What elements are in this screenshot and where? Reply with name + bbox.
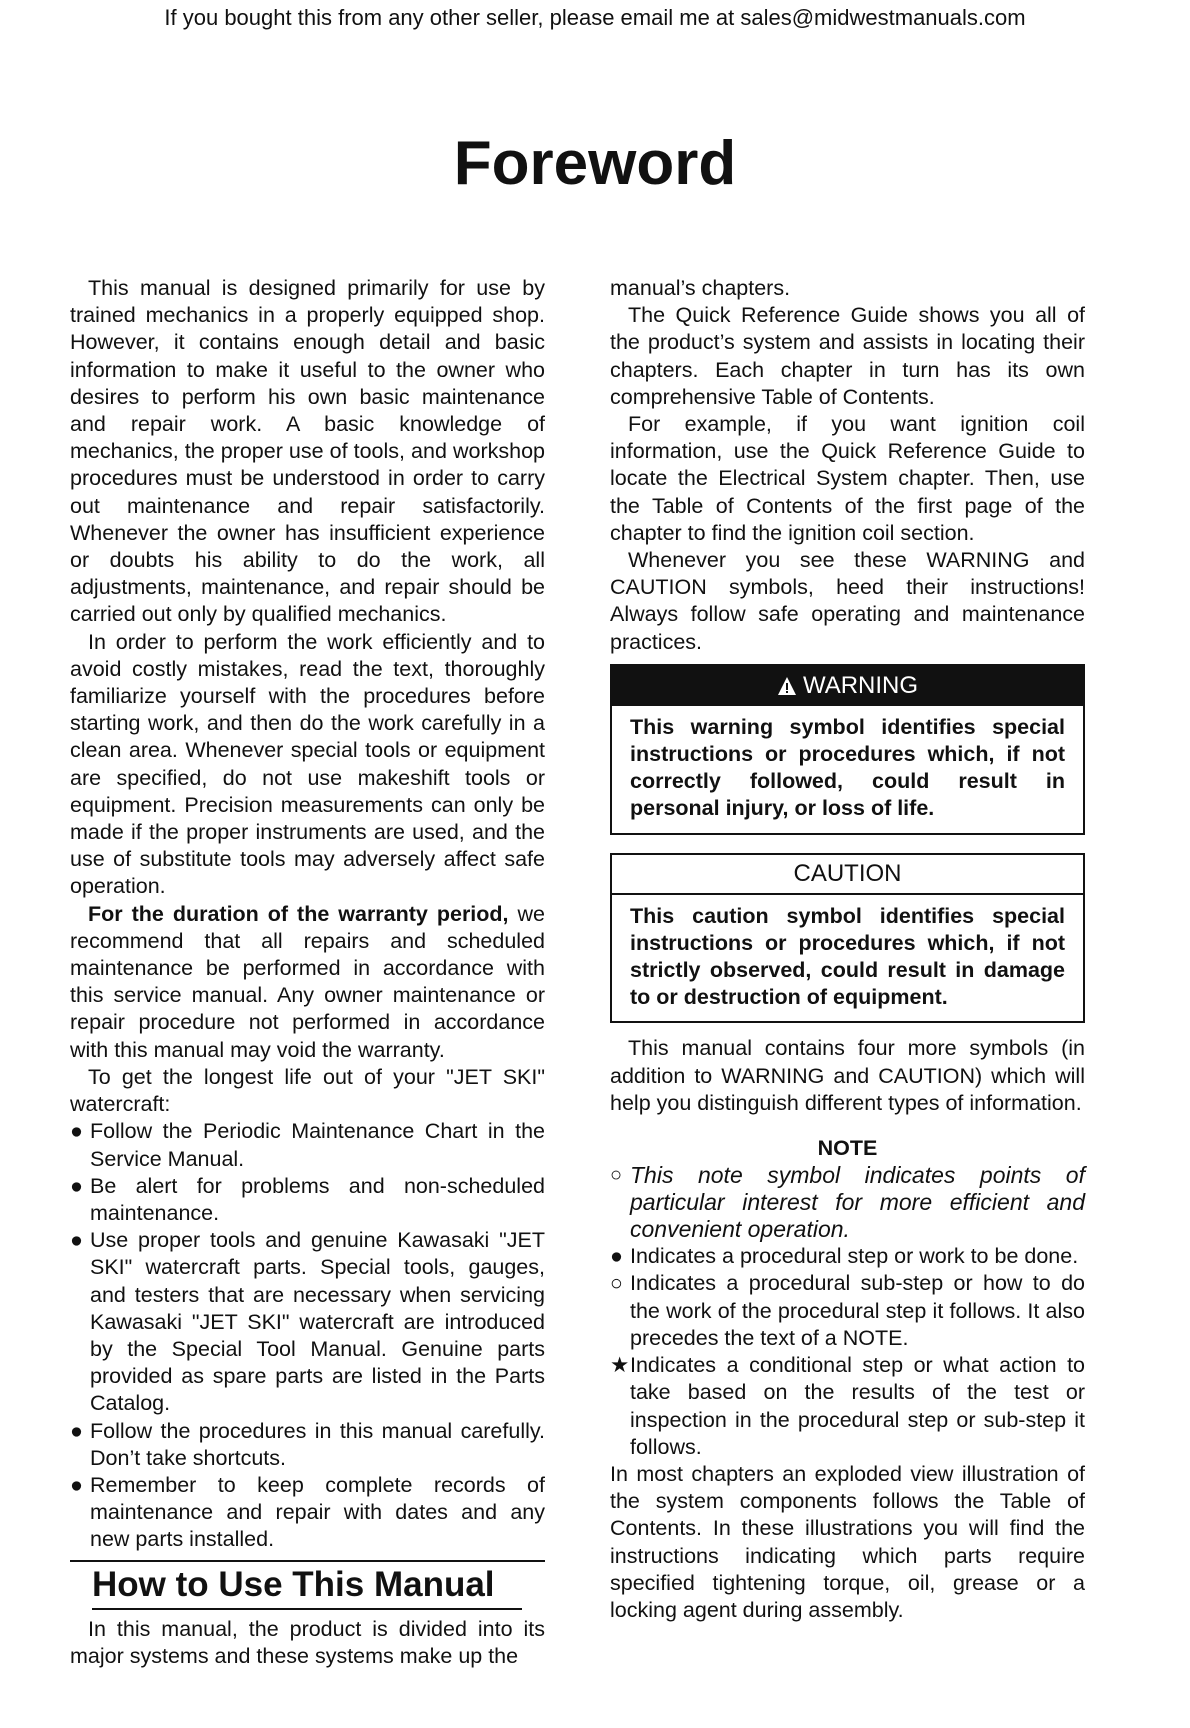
warning-body: This warning symbol identifies special instructions or procedures which, if not correctly followed, could result in personal injury, or loss of life. xyxy=(630,714,1065,821)
longest-life-paragraph: To get the longest life out of your "JET SKI" watercraft: xyxy=(70,1064,545,1117)
warranty-paragraph xyxy=(70,901,545,1064)
list-item-text: Indicates a conditional step or what action to take based on the results of the test or inspection in the procedural step or sub-step it follows. xyxy=(630,1353,1085,1459)
bullet-icon: ● xyxy=(70,1228,83,1253)
warning-box xyxy=(610,664,1085,835)
circle-icon: ○ xyxy=(610,1271,623,1296)
exploded-view-paragraph: In most chapters an exploded view illustration of the system components follows the Table of Contents. In these illustrations you will find the instructions indicating which parts require specified tightening torque, oil, grease or a locking agent during assembly. xyxy=(610,1461,1085,1622)
warranty-bold: For the duration of the warranty period, xyxy=(88,901,509,926)
list-item-text: Use proper tools and genuine Kawasaki "JET SKI" watercraft parts. Special tools, gauges, and testers that are necessary when servicing Kawasaki "JET SKI" watercraft are introduced by the Special Tool Manual. Genuine parts provided as spare parts are listed in the Parts Catalog. xyxy=(90,1228,545,1416)
list-item xyxy=(70,1118,545,1172)
tips-list xyxy=(70,1118,545,1553)
warranty-text: we recommend that all repairs and scheduled maintenance be performed in accordance with this service manual. Any owner maintenance or repair procedure not performed in accordance with this manual may void the warranty. xyxy=(70,901,545,1062)
bullet-icon: ● xyxy=(70,1472,83,1497)
chapters-paragraph: manual’s chapters. xyxy=(610,276,791,300)
note-title: NOTE xyxy=(817,1136,878,1161)
list-item-text: Follow the procedures in this manual carefully. Don’t take shortcuts. xyxy=(90,1418,545,1470)
right-column xyxy=(610,275,1085,1624)
page-title: Foreword xyxy=(453,129,737,198)
list-item xyxy=(610,1243,1085,1270)
systems-paragraph: In this manual, the product is divided into its major systems and these systems make up the xyxy=(70,1616,545,1668)
example-paragraph: For example, if you want ignition coil information, use the Quick Reference Guide to locate the Electrical System chapter. Then, use the Table of Contents of the first page of the chapter to find the ignition coil section. xyxy=(610,412,1085,545)
note-body: This note symbol indicates points of particular interest for more efficient and convenient operation. xyxy=(630,1162,1085,1243)
quick-reference-paragraph: The Quick Reference Guide shows you all of the product’s system and assists in locating their chapters. Each chapter in turn has its own comprehensive Table of Contents. xyxy=(610,303,1085,409)
bullet-icon: ● xyxy=(610,1244,623,1269)
seller-note: If you bought this from any other seller, please email me at sales@midwestmanuals.com xyxy=(164,5,1026,30)
list-item-text: Remember to keep complete records of maintenance and repair with dates and any new parts installed. xyxy=(90,1472,545,1552)
warning-title: WARNING xyxy=(802,671,919,699)
bullet-icon: ● xyxy=(70,1173,83,1198)
list-item xyxy=(70,1472,545,1554)
list-item xyxy=(610,1352,1085,1461)
note-circle-icon: ○ xyxy=(610,1164,623,1187)
list-item-text: Follow the Periodic Maintenance Chart in the Service Manual. xyxy=(90,1119,545,1171)
warning-header xyxy=(612,666,1083,706)
note-text xyxy=(610,1162,1085,1243)
section-title: How to Use This Manual xyxy=(92,1564,495,1604)
list-item xyxy=(70,1227,545,1417)
bullet-icon: ● xyxy=(70,1418,83,1443)
left-column xyxy=(70,275,545,1670)
star-icon: ★ xyxy=(610,1353,630,1378)
list-item xyxy=(610,1270,1085,1352)
list-item-text: Indicates a procedural sub-step or how to do the work of the procedural step it follows. It also precedes the text of a NOTE. xyxy=(630,1271,1085,1350)
caution-body: This caution symbol identifies special instructions or procedures which, if not strictly observed, could result in damage to or destruction of equipment. xyxy=(630,903,1065,1010)
symbols-paragraph: Whenever you see these WARNING and CAUTION symbols, heed their instructions! Always follow safe operating and maintenance practices. xyxy=(610,548,1085,654)
caution-box xyxy=(610,853,1085,1024)
list-item-text: Indicates a procedural step or work to be done. xyxy=(630,1244,1079,1269)
list-item xyxy=(70,1418,545,1472)
list-item-text: Be alert for problems and non-scheduled maintenance. xyxy=(90,1173,545,1225)
caution-title: CAUTION xyxy=(612,855,1083,895)
more-symbols-paragraph: This manual contains four more symbols (in addition to WARNING and CAUTION) which will help you distinguish different types of information. xyxy=(610,1036,1085,1115)
section-divider xyxy=(92,1608,522,1610)
list-item xyxy=(70,1173,545,1227)
bullet-icon: ● xyxy=(70,1119,83,1144)
symbol-legend-list xyxy=(610,1243,1085,1461)
efficiency-paragraph: In order to perform the work efficiently and to avoid costly mistakes, read the text, thoroughly familiarize yourself with the procedures before starting work, and then do the work carefully in a clean area. Whenever special tools or equipment are specified, do not use makeshift tools or equipment. Precision measurements can only be made if the proper instruments are used, and the use of substitute tools may adversely affect safe operation. xyxy=(70,629,545,899)
intro-paragraph: This manual is designed primarily for use by trained mechanics in a properly equipped shop. However, it contains enough detail and basic information to make it useful to the owner who desires to perform his own basic maintenance and repair work. A basic knowledge of mechanics, the proper use of tools, and workshop procedures must be understood in order to carry out maintenance and repair satisfactorily. Whenever the owner has insufficient experience or doubts his ability to do the work, all adjustments, maintenance, and repair should be carried out only by qualified mechanics. xyxy=(70,276,545,627)
warning-triangle-icon xyxy=(777,676,797,696)
